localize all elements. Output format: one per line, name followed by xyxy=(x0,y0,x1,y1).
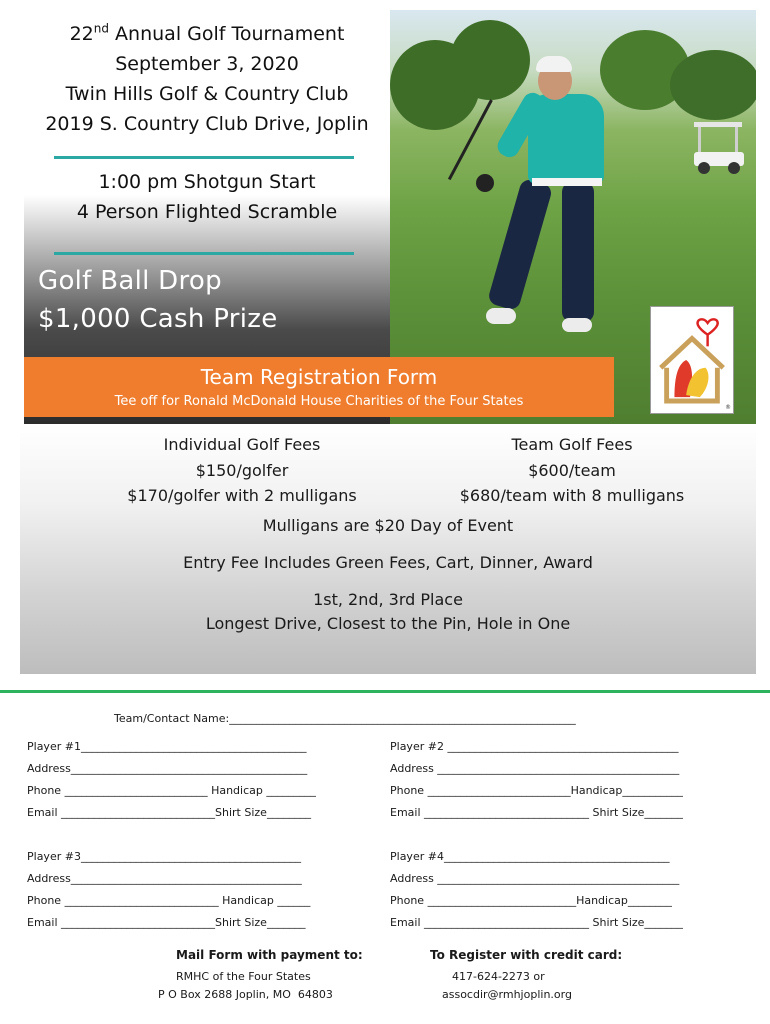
team-fees xyxy=(392,432,752,509)
player2-email-field[interactable]: Email ______________________________ Shirt Size_______ xyxy=(390,806,683,819)
registration-title: Team Registration Form xyxy=(200,365,438,389)
golfer-leg xyxy=(487,178,554,312)
team-fee-2: $680/team with 8 mulligans xyxy=(459,486,685,505)
fees-panel xyxy=(20,424,756,674)
club-head xyxy=(476,174,494,192)
team-fee-1: $600/team xyxy=(528,460,616,480)
ball-drop-title: Golf Ball Drop xyxy=(38,266,222,296)
player1-address-field[interactable]: Address___________________________________________ xyxy=(27,762,308,775)
registration-banner xyxy=(24,357,614,417)
mail-line1: RMHC of the Four States xyxy=(176,970,311,983)
player4-email-field[interactable]: Email ______________________________ Shirt Size_______ xyxy=(390,916,683,929)
divider xyxy=(54,252,354,255)
contests-note: Longest Drive, Closest to the Pin, Hole in One xyxy=(205,614,571,633)
player1-name-field[interactable]: Player #1_________________________________________ xyxy=(27,740,307,753)
event-format: 4 Person Flighted Scramble xyxy=(76,201,338,223)
player4-name-field[interactable]: Player #4_________________________________________ xyxy=(390,850,670,863)
tree xyxy=(670,50,756,120)
golf-cart-icon xyxy=(690,118,746,176)
player3-email-field[interactable]: Email ____________________________Shirt Size_______ xyxy=(27,916,306,929)
player3-address-field[interactable]: Address__________________________________________ xyxy=(27,872,302,885)
includes-note: Entry Fee Includes Green Fees, Cart, Dinner, Award xyxy=(183,553,593,572)
team-fees-heading: Team Golf Fees xyxy=(511,435,633,454)
golfer-shirt xyxy=(528,94,604,184)
individual-fee-2: $170/golfer with 2 mulligans xyxy=(127,486,357,505)
svg-text:®: ® xyxy=(725,404,732,411)
player2-address-field[interactable]: Address ____________________________________________ xyxy=(390,762,680,775)
event-banner xyxy=(24,10,756,424)
event-start: 1:00 pm Shotgun Start xyxy=(98,171,316,193)
mail-heading: Mail Form with payment to: xyxy=(176,948,363,962)
individual-fees-heading: Individual Golf Fees xyxy=(163,435,321,454)
team-contact-field[interactable]: Team/Contact Name:_______________________________________________________________ xyxy=(114,712,576,725)
event-venue: Twin Hills Golf & Country Club xyxy=(65,83,349,105)
event-address: 2019 S. Country Club Drive, Joplin xyxy=(45,113,369,135)
mail-line2: P O Box 2688 Joplin, MO 64803 xyxy=(158,988,333,1001)
individual-fee-1: $150/golfer xyxy=(195,460,289,480)
mulligans-note: Mulligans are $20 Day of Event xyxy=(262,516,514,535)
player2-name-field[interactable]: Player #2 __________________________________________ xyxy=(390,740,679,753)
credit-heading: To Register with credit card: xyxy=(430,948,623,962)
event-title: 22nd Annual Golf Tournament xyxy=(69,21,345,45)
golfer-shoe xyxy=(486,308,516,324)
section-divider xyxy=(0,690,770,693)
event-date: September 3, 2020 xyxy=(115,53,299,75)
credit-phone: 417-624-2273 or xyxy=(452,970,545,983)
tree xyxy=(450,20,530,100)
player1-phone-field[interactable]: Phone __________________________ Handicap _________ xyxy=(27,784,316,797)
rmhc-logo-icon xyxy=(650,306,734,414)
player1-email-field[interactable]: Email ____________________________Shirt Size________ xyxy=(27,806,311,819)
golfer-shoe xyxy=(562,318,592,332)
player4-address-field[interactable]: Address ____________________________________________ xyxy=(390,872,680,885)
player3-phone-field[interactable]: Phone ____________________________ Handicap ______ xyxy=(27,894,311,907)
divider xyxy=(54,156,354,159)
golfer-belt xyxy=(532,178,602,186)
golfer-leg xyxy=(562,182,594,322)
golfer-cap xyxy=(536,56,572,72)
credit-email[interactable]: assocdir@rmhjoplin.org xyxy=(442,988,572,1001)
ball-drop-prize: $1,000 Cash Prize xyxy=(38,304,278,334)
places-note: 1st, 2nd, 3rd Place xyxy=(313,590,463,609)
individual-fees xyxy=(62,432,422,509)
player3-name-field[interactable]: Player #3________________________________________ xyxy=(27,850,301,863)
player2-phone-field[interactable]: Phone __________________________Handicap___________ xyxy=(390,784,683,797)
player4-phone-field[interactable]: Phone ___________________________Handicap________ xyxy=(390,894,672,907)
registration-subtitle: Tee off for Ronald McDonald House Charities of the Four States xyxy=(114,394,524,409)
